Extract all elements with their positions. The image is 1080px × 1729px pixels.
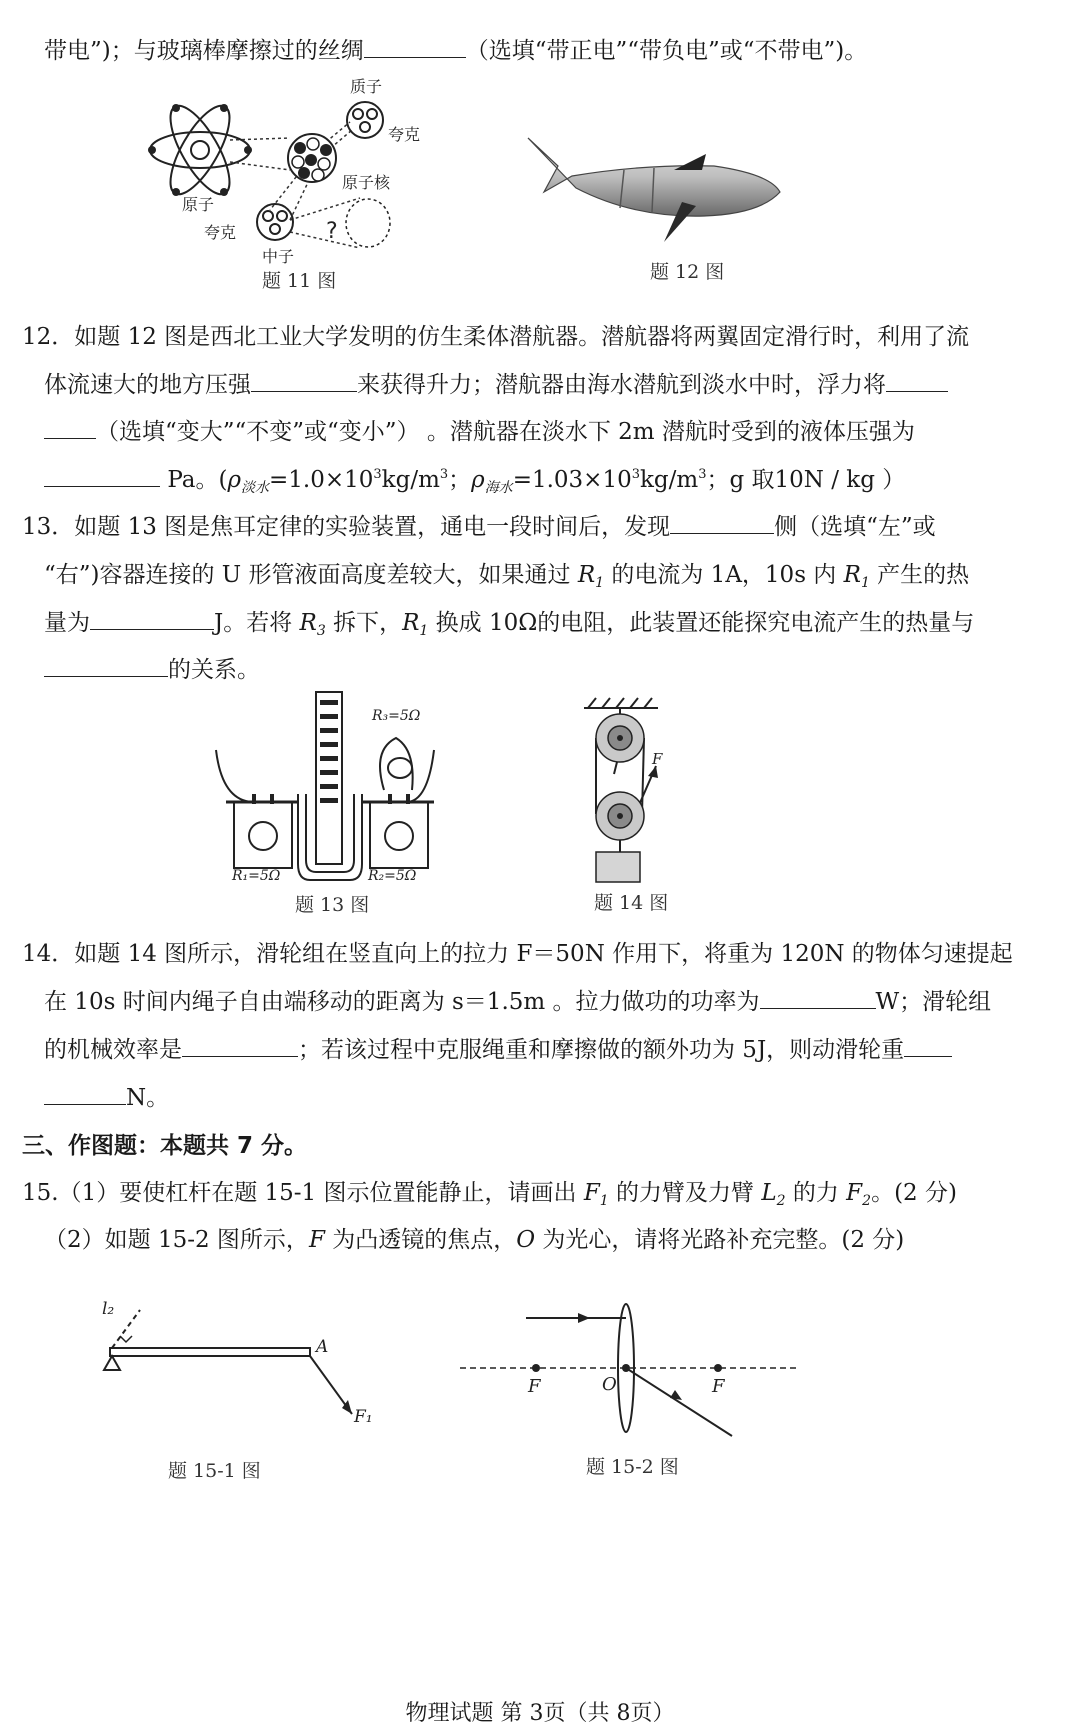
fixed-pulley	[596, 714, 644, 762]
label-proton: 质子	[350, 77, 383, 96]
label-point-a: A	[316, 1337, 329, 1357]
proton-diagram	[347, 102, 383, 138]
q12-line3: （选填“变大”“不变”或“变小”） 。潜航器在淡水下 2m 潜航时受到的液体压强为	[44, 413, 915, 446]
neutron-diagram	[257, 204, 293, 240]
q12-line4: Pa。($\rho_{淡水}=1.0\times 10^3kg/m^3$；$\rho_{海水}=1.03\times 10^3kg/m^3$；g 取10N / kg ）	[44, 461, 905, 494]
electron-orbit	[150, 132, 250, 168]
movable-pulley	[596, 792, 644, 840]
fig15-2-caption: 题 15-2 图	[586, 1456, 679, 1478]
label-l2: l₂	[102, 1299, 115, 1319]
glider-figure	[524, 130, 784, 250]
r3-external-wire	[380, 738, 413, 790]
q15-part1: 15.（1）要使杠杆在题 15-1 图示位置能静止，请画出 $F_1$ 的力臂及力臂 $L_2$ 的力 $F_2$。(2 分)	[22, 1180, 957, 1209]
right-container	[370, 802, 428, 868]
q13-line3: 量为 J。若将 $R_3$ 拆下，$R_1$ 换成 10Ω的电阻，此装置还能探究电流产生的热量与	[44, 610, 975, 639]
label-quark-bottom: 夸克	[204, 223, 237, 242]
q13-blank-heat[interactable]	[90, 628, 214, 630]
label-neutron: 中子	[262, 247, 295, 266]
atom-structure-figure	[140, 70, 440, 280]
label-r2: R₂=5Ω	[368, 868, 417, 884]
glider-fin	[674, 154, 706, 170]
fig11-caption: 题 11 图	[262, 270, 337, 292]
joule-apparatus-figure	[212, 690, 438, 886]
q11-text-end: （选填“带正电”“带负电”或“不带电”)。	[465, 38, 868, 64]
fig13-caption: 题 13 图	[295, 894, 370, 916]
label-f1: F₁	[354, 1407, 373, 1427]
q11-text-start: 带电”)；与玻璃棒摩擦过的丝绸	[44, 38, 364, 64]
q14-line2: 在 10s 时间内绳子自由端移动的距离为 s＝1.5m 。拉力做功的功率为 W；滑轮组	[44, 989, 992, 1015]
q12-blank-liquid-pressure[interactable]	[44, 485, 160, 487]
q14-line3: 的机械效率是 ；若该过程中克服绳重和摩擦做的额外功为 5J，则动滑轮重	[44, 1031, 952, 1064]
label-nucleus: 原子核	[342, 173, 391, 192]
page-footer: 物理试题 第 3页（共 8页）	[405, 1701, 675, 1726]
label-r1: R₁=5Ω	[232, 868, 281, 884]
label-question: ?	[326, 219, 338, 244]
u-tube-inner	[306, 794, 354, 872]
lever-figure	[96, 1290, 386, 1440]
left-container	[234, 802, 292, 868]
q11-line	[44, 32, 867, 65]
section3-heading: 三、作图题：本题共 7 分。	[22, 1133, 308, 1159]
right-air-bulb	[385, 822, 413, 850]
lever-bar[interactable]	[110, 1348, 310, 1356]
fig12-caption: 题 12 图	[650, 261, 725, 283]
label-quark-top: 夸克	[388, 125, 421, 144]
label-focus-left: F	[528, 1376, 541, 1397]
weight-block	[596, 852, 640, 882]
q14-blank-pulley-weight-cont[interactable]	[44, 1103, 126, 1105]
convex-lens-figure	[456, 1296, 804, 1446]
lever-fulcrum	[104, 1356, 120, 1370]
nucleus-cluster	[288, 134, 336, 182]
left-air-bulb	[249, 822, 277, 850]
q14-blank-efficiency[interactable]	[182, 1055, 298, 1057]
q12-line1: 12．如题 12 图是西北工业大学发明的仿生柔体潜航器。潜航器将两翼固定滑行时，利用了流	[22, 324, 970, 350]
q13-line4: 的关系。	[44, 651, 260, 684]
q12-line2: 体流速大的地方压强 来获得升力；潜航器由海水潜航到淡水中时，浮力将	[44, 366, 948, 399]
q14-blank-power[interactable]	[760, 1007, 876, 1009]
focal-point-left	[532, 1364, 540, 1372]
fig15-1-caption: 题 15-1 图	[168, 1460, 261, 1482]
q15-part2: （2）如题 15-2 图所示，F 为凸透镜的焦点，O 为光心，请将光路补充完整。(2 分)	[44, 1227, 905, 1253]
label-atom: 原子	[182, 195, 215, 214]
q13-line1: 13．如题 13 图是焦耳定律的实验装置，通电一段时间后，发现 侧（选填“左”或	[22, 514, 936, 540]
q12-blank-pressure[interactable]	[251, 390, 357, 392]
q14-blank-pulley-weight[interactable]	[904, 1055, 952, 1057]
q13-blank-relation[interactable]	[44, 675, 168, 677]
optical-center	[622, 1364, 630, 1372]
q12-blank-buoyancy[interactable]	[886, 390, 948, 392]
focal-point-right	[714, 1364, 722, 1372]
label-force-f: F	[652, 750, 663, 768]
label-optical-center: O	[602, 1374, 617, 1395]
unknown-particle	[346, 199, 390, 247]
atom-nucleus-small	[191, 141, 209, 159]
pulley-figure	[574, 694, 684, 888]
q12-blank-buoyancy-cont[interactable]	[44, 437, 96, 439]
q13-line2: “右”)容器连接的 U 形管液面高度差较大，如果通过 $R_1$ 的电流为 1A，10s 内 $R_1$ 产生的热	[44, 562, 970, 591]
q11-answer-blank[interactable]	[364, 56, 466, 58]
q13-blank-side[interactable]	[670, 532, 774, 534]
label-r3: R₃=5Ω	[372, 708, 421, 724]
fig14-caption: 题 14 图	[594, 892, 669, 914]
label-focus-right: F	[712, 1376, 725, 1397]
q14-line1: 14．如题 14 图所示，滑轮组在竖直向上的拉力 F＝50N 作用下，将重为 120N 的物体匀速提起	[22, 941, 1013, 967]
q14-line4: N。	[44, 1079, 169, 1112]
